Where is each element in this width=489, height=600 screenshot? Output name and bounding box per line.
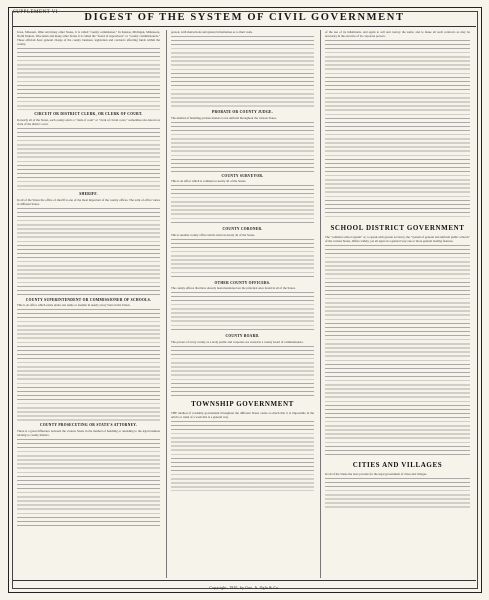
column-divider: [166, 30, 167, 578]
text-block: [17, 439, 160, 529]
paragraph: This is another county office which exists in nearly all of the States.: [171, 232, 256, 237]
column-3: [325, 30, 470, 578]
section-heading: COUNTY SUPERINTENDENT OR COMMISSIONER OF SCHOOLS.: [25, 297, 152, 302]
paragraph: of the use of its inhabitants, and again to sell and convey the same; and to make all such contracts as may be necessary in the exercise of its corporate powers.: [325, 30, 470, 39]
paragraph: THE method of township government throughout the different States varies so much that it is impossible in the article or trend of a work that is a general way.: [171, 411, 314, 420]
paragraph: In all of the States the office of sheriff is one of the most important of the county offices. The term of office varies in different States.: [17, 197, 160, 206]
paragraph: The powers of every county as a body politic and corporate are vested in a county board of commissioners.: [171, 339, 304, 344]
section-heading: COUNTY BOARD.: [225, 334, 260, 339]
section-heading: OTHER COUNTY OFFICERS.: [214, 280, 271, 285]
section-heading: PROBATE OR COUNTY JUDGE.: [212, 110, 273, 115]
text-block: [171, 421, 314, 491]
text-block: [171, 292, 314, 332]
paragraph: The county offices that have already been mentioned are the principal ones found in all of the States.: [171, 286, 296, 291]
paragraph: person, with instructions and general information as to their work.: [171, 30, 253, 34]
page-title: DIGEST OF THE SYSTEM OF CIVIL GOVERNMENT: [84, 12, 405, 23]
section-title: CITIES AND VILLAGES: [352, 461, 443, 470]
text-block: [17, 309, 160, 421]
title-rule: [13, 26, 476, 27]
paragraph: This is an office which exists under one name or another in nearly every State in the Union.: [17, 303, 131, 308]
section-title: SCHOOL DISTRICT GOVERNMENT: [330, 224, 465, 233]
paragraph: This is an office which is common to nearly all of the States.: [171, 179, 247, 184]
text-block: [325, 245, 470, 457]
paragraph: In all of the States the laws provide for the legal government of cities and villages.: [325, 472, 428, 477]
column-divider: [320, 30, 321, 578]
text-block: [325, 478, 470, 508]
text-block: [17, 128, 160, 190]
paragraph: The "common school system" or, to speak with greater accuracy, the "system of general and uniform public schools" of the various States, differs widely, yet all agree in a general way one or more general leading features.: [325, 235, 470, 244]
paragraph: Iowa, Missouri, Ohio and many other States, it is called "county commission." In Kansas, Michigan, Minnesota, North Dakota, Wisconsin and many other States it is called the "board of supervisors" or "county commissioners." These officials have general charge of the county business, legislation and contracts affecting funds within the county.: [17, 30, 160, 47]
text-block: [17, 208, 160, 296]
supplement-label: SUPPLEMENT VI: [13, 10, 59, 15]
section-heading: COUNTY PROSECUTING OR STATE'S ATTORNEY.: [39, 423, 138, 428]
text-block: [171, 239, 314, 279]
text-block: [171, 346, 314, 396]
section-title: TOWNSHIP GOVERNMENT: [191, 400, 294, 409]
text-block: [171, 185, 314, 225]
footer-rule: [13, 580, 476, 581]
copyright-notice: Copyright, 1910, by Geo. A. Ogle & Co.: [209, 586, 280, 590]
text-block: [171, 122, 314, 172]
section-heading: COUNTY CORONER.: [222, 227, 263, 232]
column-2: [171, 30, 314, 578]
text-block: [171, 36, 314, 108]
text-block: [325, 40, 470, 220]
section-heading: CIRCUIT OR DISTRICT CLERK, OR CLERK OF COURT.: [34, 112, 143, 117]
paragraph: The method of handling probate matters is not uniform throughout the various States.: [171, 115, 277, 120]
section-heading: SHERIFF.: [79, 192, 98, 197]
column-1: [17, 30, 160, 578]
paragraph: In nearly all of the States, each county elects a "clerk of court" or "clerk of circuit court," sometimes also known as clerk of the district court.: [17, 117, 160, 126]
section-heading: COUNTY SURVEYOR.: [221, 173, 264, 178]
paragraph: There is a great difference between the various States in the method of handling or attending to the legal business relating to county matters.: [17, 428, 160, 437]
text-block: [17, 48, 160, 110]
